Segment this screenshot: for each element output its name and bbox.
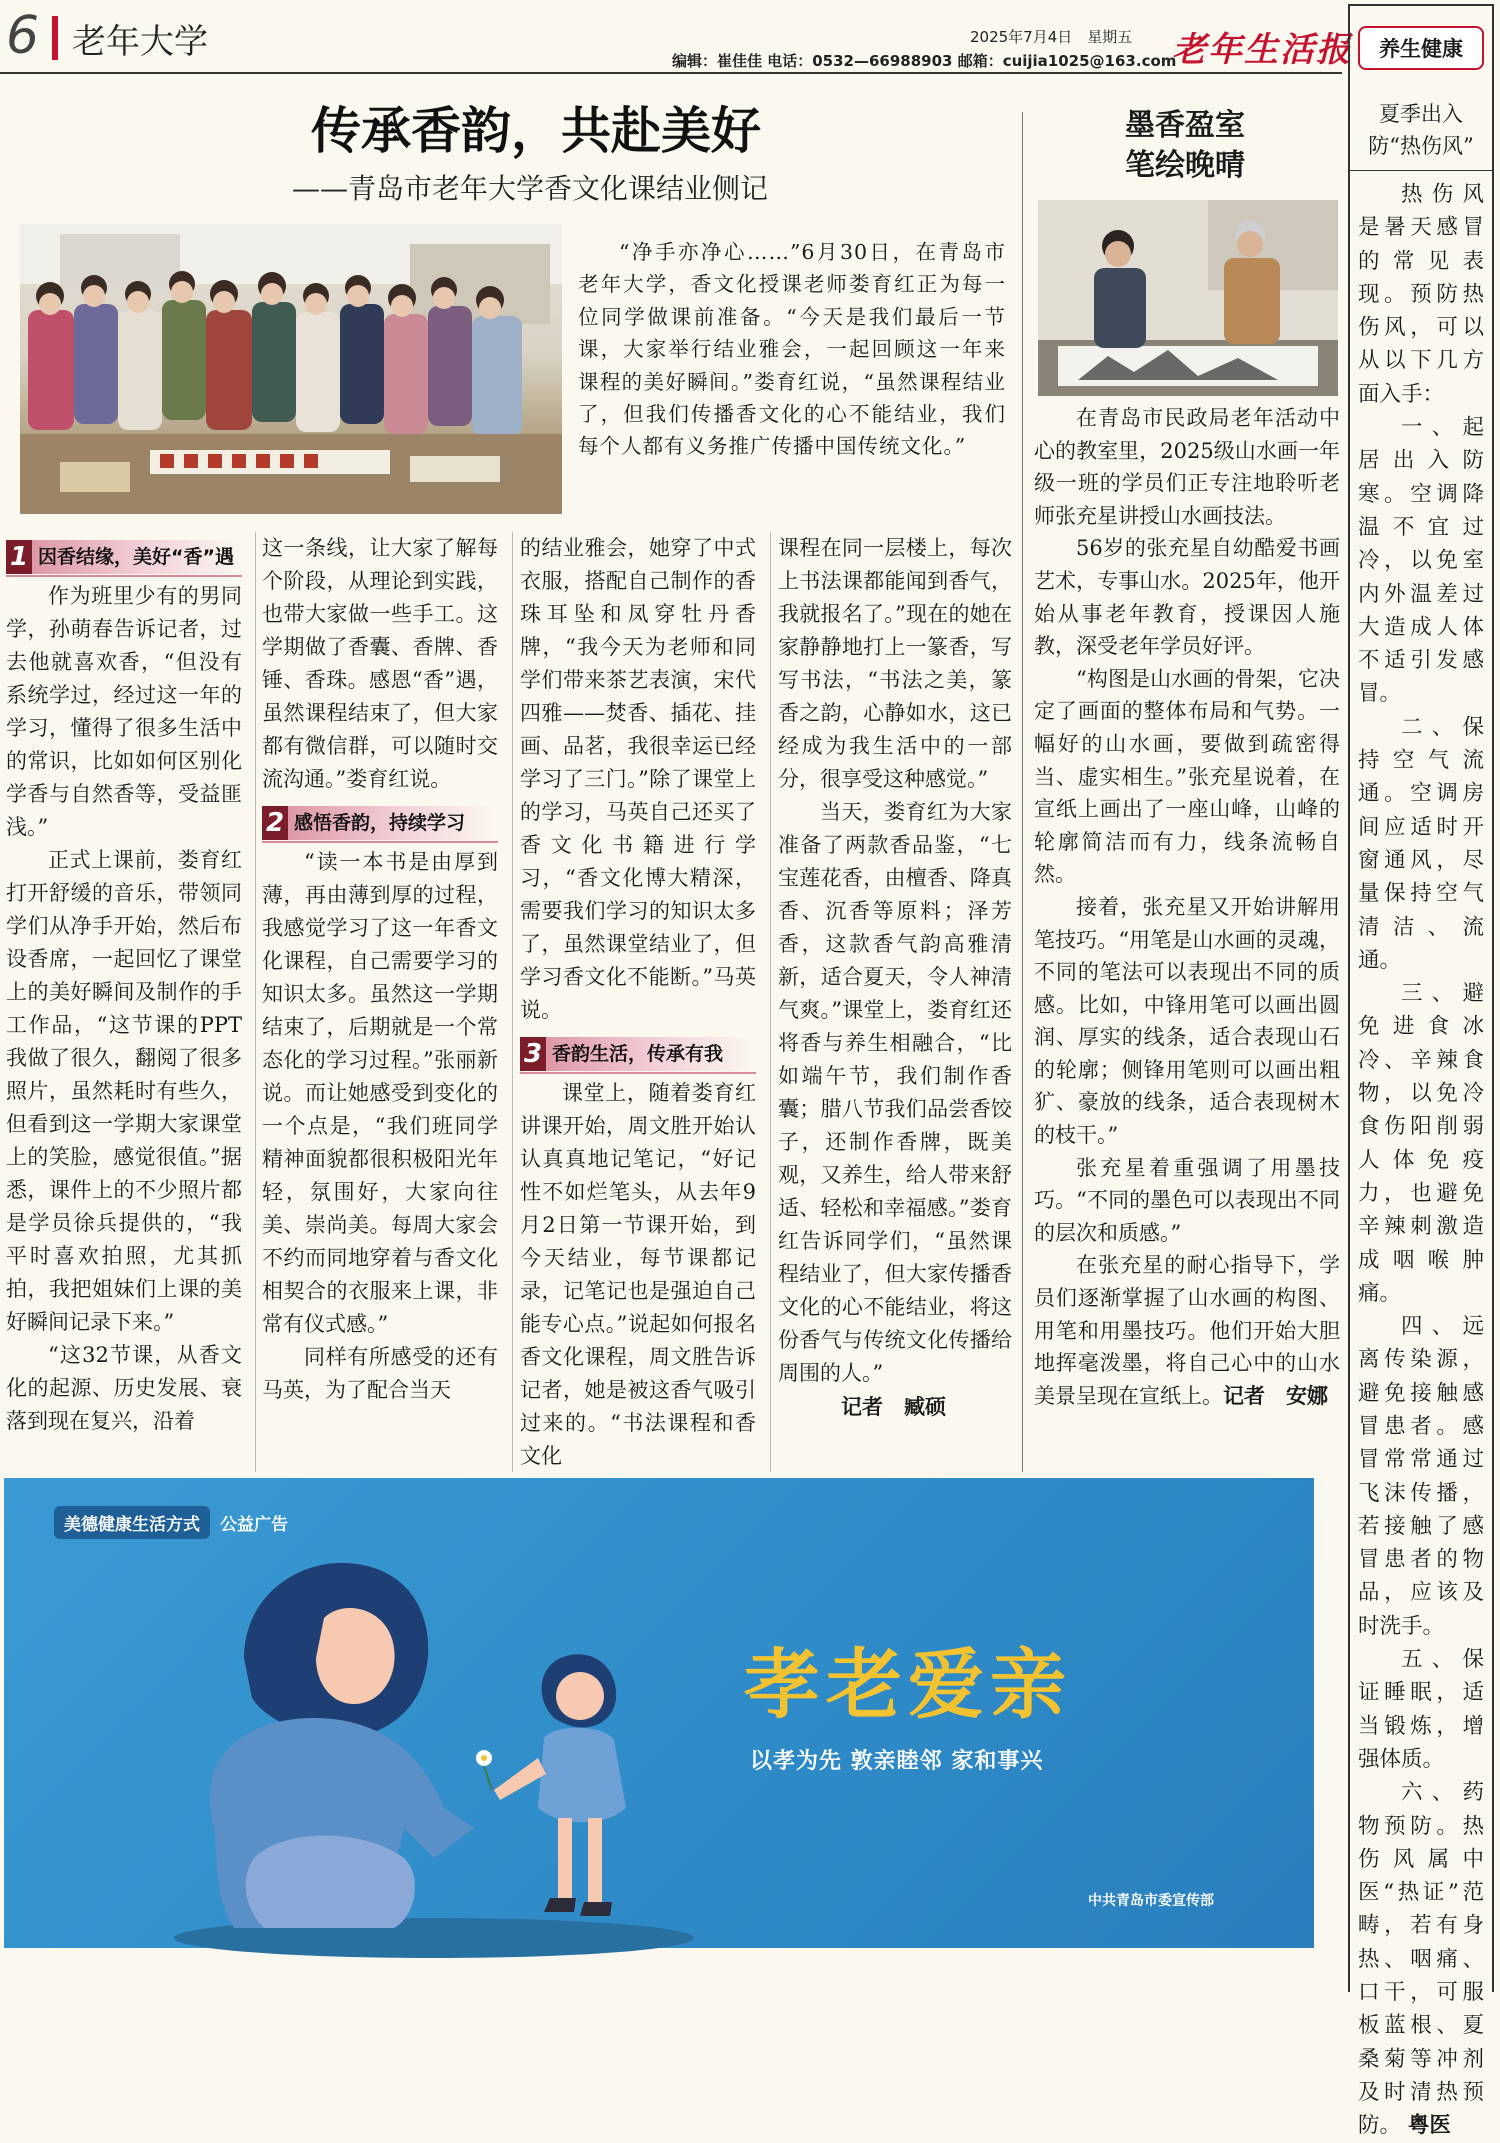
masthead-logo: 老年生活报 <box>1172 30 1352 70</box>
col1-para: 作为班里少有的男同学，孙萌春告诉记者，过去他就喜欢香，“但没有系统学过，经过这一年的学习，懂得了很多生活中的常识，比如如何区别化学香与自然香等，受益匪浅。” <box>6 584 242 839</box>
ad-headline: 孝老爱亲 <box>744 1640 1072 1729</box>
side-para: 在青岛市民政局老年活动中心的教室里，2025级山水画一年级一班的学员们正专注地聆听老师张充星讲授山水画技法。 <box>1034 406 1340 528</box>
side-title-line2: 笔绘晚晴 <box>1125 148 1245 183</box>
page-number: 6 <box>6 6 40 66</box>
subhead-2 <box>262 806 498 840</box>
health-para: 热伤风是暑天感冒的常见表现。预防热伤风，可以从以下几方面入手： <box>1358 182 1484 407</box>
side-title-line1: 墨香盈室 <box>1125 108 1245 143</box>
date-text: 2025年7月4日 <box>970 28 1073 46</box>
col4-para: 课程在同一层楼上，每次上书法课都能闻到香气，我就报名了。”现在的她在家静静地打上一篆香，写写书法，“书法之美，篆香之韵，心静如水，这已经成为我生活中的一部分，很享受这种感觉。” <box>778 536 1012 791</box>
side-para <box>1034 1249 1340 1412</box>
main-title: 传承香韵，共赴美好 <box>311 102 761 160</box>
ad-tag-1: 美德健康生活方式 <box>54 1506 210 1539</box>
group-photo-illustration <box>20 224 562 514</box>
subhead-2-text: 感悟香韵，持续学习 <box>294 811 466 834</box>
health-title <box>1352 98 1490 162</box>
main-column-2 <box>262 532 498 1407</box>
weekday-text: 星期五 <box>1087 28 1133 46</box>
subhead-2-number: 2 <box>262 806 288 840</box>
health-last-text: 六、药物预防。热伤风属中医“热证”范畴，若有身热、咽痛、口干，可服板蓝根、夏桑菊等冲剂及时清热预防。 <box>1358 1780 1484 2139</box>
main-subtitle: ——青岛市老年大学香文化课结业侧记 <box>291 172 768 205</box>
section-name: 老年大学 <box>72 22 208 62</box>
col4-byline: 记者 臧硕 <box>841 1394 946 1419</box>
health-para <box>1358 1776 1484 2142</box>
intro-text <box>578 236 1006 463</box>
side-para: 接着，张充星又开始讲解用笔技巧。“用笔是山水画的灵魂，不同的笔法可以表现出不同的质感。比如，中锋用笔可以画出圆润、厚实的线条，适合表现山石的轮廓；侧锋用笔则可以画出粗犷、豪放的线条，适合表现树木的枝干。” <box>1034 894 1340 1148</box>
col1-para: 正式上课前，娄育红打开舒缓的音乐，带领同学们从净手开始，然后布设香席，一起回忆了课堂上的美好瞬间及制作的手工作品，“这节课的PPT我做了很久，翻阅了很多照片，虽然耗时有些久，但看到这一学期大家课堂上的笑脸，感觉很值。”据悉，课件上的不少照片都是学员徐兵提供的，“我平时喜欢拍照，尤其抓拍，我把姐妹们上课的美好瞬间记录下来。” <box>6 848 242 1334</box>
col3-para: 课堂上，随着娄育红讲课开始，周文胜开始认认真真地记笔记，“好记性不如烂笔头，从去年9月2日第一节课开始，到今天结业，每节课都记录，记笔记也是强迫自己能专心点。”说起如何报名香文化课程，周文胜告诉记者，她是被这香气吸引过来的。“书法课程和香文化 <box>520 1081 756 1468</box>
subhead-3 <box>520 1037 756 1071</box>
subhead-1-text: 因香结缘，美好“香”遇 <box>38 545 234 568</box>
side-body <box>1034 402 1340 1412</box>
ad-slogan: 以孝为先 敦亲睦邻 家和事兴 <box>750 1749 1044 1774</box>
health-title-line1: 夏季出入 <box>1379 102 1463 126</box>
side-para: 56岁的张充星自幼酷爱书画艺术，专事山水。2025年，他开始从事老年教育，授课因人施教，深受老年学员好评。 <box>1034 536 1340 659</box>
main-photo <box>20 224 562 514</box>
page-number-bar <box>52 16 58 60</box>
mother-child-illustration <box>174 1528 734 1948</box>
painting-class-illustration <box>1038 200 1338 396</box>
divider-c1 <box>255 532 256 1472</box>
col3-para: 的结业雅会，她穿了中式衣服，搭配自己制作的香珠耳坠和凤穿牡丹香牌，“我今天为老师和同学们带来茶艺表演，宋代四雅——焚香、插花、挂画、品茗，我很幸运已经学习了三门。”除了课堂上的学习，马英自己还买了香文化书籍进行学习，“香文化博大精深，需要我们学习的知识太多了，虽然课堂结业了，但学习香文化不能断。”马英说。 <box>520 536 756 1022</box>
col2-para: 同样有所感受的还有马英，为了配合当天 <box>262 1345 498 1402</box>
intro-para: “净手亦净心……”6月30日，在青岛市老年大学，香文化授课老师娄育红正为每一位同学做课前准备。“今天是我们最后一节课，大家举行结业雅会，一起回顾这一年来课程的美好瞬间。”娄育红说，“虽然课程结业了，但我们传播香文化的心不能结业，我们每个人都有义务推广传播中国传统文化。” <box>578 240 1006 459</box>
health-para: 四、远离传染源，避免接触感冒患者。感冒常常通过飞沫传播，若接触了感冒患者的物品，应该及时洗手。 <box>1358 1314 1484 1639</box>
side-para: 张充星着重强调了用墨技巧。“不同的墨色可以表现出不同的层次和质感。” <box>1034 1155 1340 1245</box>
health-column <box>1348 4 1494 2139</box>
ad-sponsor: 中共青岛市委宣传部 <box>1088 1893 1214 1909</box>
subhead-3-number: 3 <box>520 1037 546 1071</box>
side-last-text: 在张充星的耐心指导下，学员们逐渐掌握了山水画的构图、用笔和用墨技巧。他们开始大胆地挥毫泼墨，将自己心中的山水美景呈现在宣纸上。 <box>1034 1253 1340 1408</box>
health-byline: 粤医 <box>1407 2113 1451 2139</box>
divider-c2 <box>512 532 513 1472</box>
divider-c3 <box>770 532 771 1472</box>
health-para: 三、避免进食冰冷、辛辣食物，以免冷食伤阳削弱人体免疫力，也避免辛辣刺激造成咽喉肿痛。 <box>1358 981 1484 1306</box>
subhead-1-number: 1 <box>6 540 32 574</box>
health-body <box>1358 178 1484 2143</box>
subhead-3-text: 香韵生活，传承有我 <box>552 1042 724 1065</box>
health-para: 一、起居出入防寒。空调降温不宜过冷，以免室内外温差过大造成人体不适引发感冒。 <box>1358 415 1484 707</box>
health-label-text: 养生健康 <box>1379 37 1463 61</box>
main-column-4 <box>778 532 1012 1423</box>
ad-tag-2: 公益广告 <box>220 1515 288 1535</box>
header-rule <box>0 72 1342 74</box>
page-header <box>0 0 1500 76</box>
health-title-rule <box>1350 170 1492 171</box>
subhead-1 <box>6 540 242 574</box>
public-service-ad <box>4 1478 1314 1948</box>
side-title <box>1030 106 1340 186</box>
main-column-1 <box>6 540 242 1438</box>
col1-para: “这32节课，从香文化的起源、历史发展、衰落到现在复兴，沿着 <box>6 1343 242 1433</box>
side-photo <box>1038 200 1338 396</box>
editor-info: 编辑：崔佳佳 电话：0532—66988903 邮箱：cuijia1025@163.com <box>672 52 1177 70</box>
side-para: “构图是山水画的骨架，它决定了画面的整体布局和气势。一幅好的山水画，要做到疏密得当、虚实相生。”张充星说着，在宣纸上画出了一座山峰，山峰的轮廓简洁而有力，线条流畅自然。 <box>1034 666 1340 887</box>
col2-para: 这一条线，让大家了解每个阶段，从理论到实践，也带大家做一些手工。这学期做了香囊、香牌、香锤、香珠。感恩“香”遇，虽然课程结束了，但大家都有微信群，可以随时交流沟通。”娄育红说。 <box>262 536 498 791</box>
health-label <box>1358 26 1484 70</box>
issue-date <box>970 26 1132 47</box>
divider-side <box>1022 112 1023 1472</box>
health-title-line2: 防“热伤风” <box>1368 134 1474 158</box>
health-para: 二、保持空气流通。空调房间应适时开窗通风，尽量保持空气清洁、流通。 <box>1358 714 1484 973</box>
main-column-3 <box>520 532 756 1473</box>
col2-para: “读一本书是由厚到薄，再由薄到厚的过程，我感觉学习了这一年香文化课程，自己需要学习的知识太多。虽然这一学期结束了，后期就是一个常态化的学习过程。”张丽新说。而让她感受到变化的一个点是，“我们班同学精神面貌都很积极阳光年轻，氛围好，大家向往美、崇尚美。每周大家会不约而同地穿着与香文化相契合的衣服来上课，非常有仪式感。” <box>262 850 498 1336</box>
health-para: 五、保证睡眠，适当锻炼，增强体质。 <box>1358 1647 1484 1772</box>
col4-para: 当天，娄育红为大家准备了两款香品鉴，“七宝莲花香，由檀香、降真香、沉香等原料；泽芳香，这款香气韵高雅清新，适合夏天，令人神清气爽。”课堂上，娄育红还将香与养生相融合，“比如端午节，我们制作香囊；腊八节我们品尝香饺子，还制作香牌，既美观，又养生，给人带来舒适、轻松和幸福感。”娄育红告诉同学们，“虽然课程结业了，但大家传播香文化的心不能结业，将这份香气与传统文化传播给周围的人。” <box>778 800 1012 1385</box>
side-byline: 记者 安娜 <box>1223 1382 1328 1408</box>
